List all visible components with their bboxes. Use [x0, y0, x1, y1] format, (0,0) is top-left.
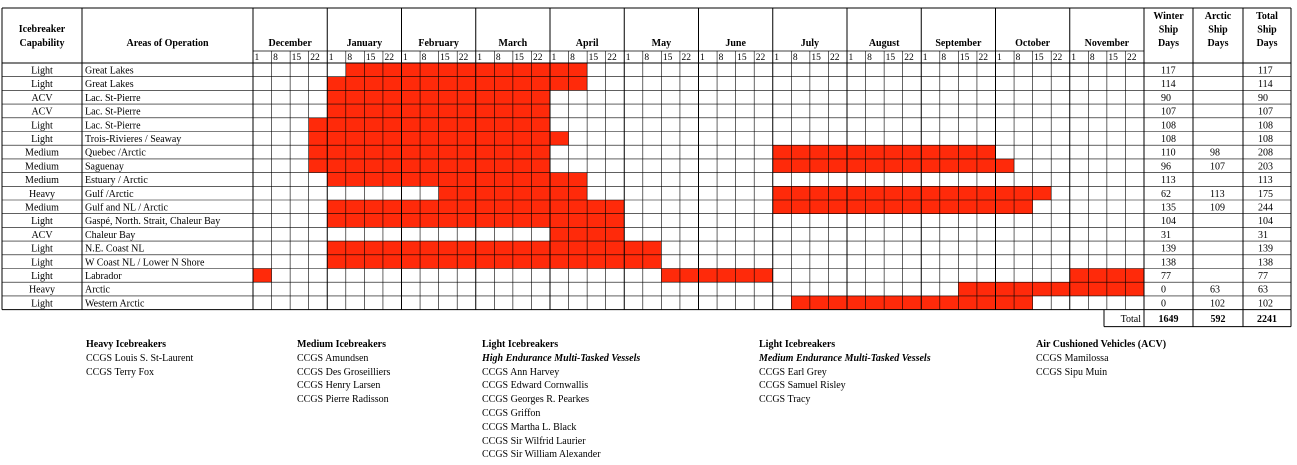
- month-label: November: [1084, 38, 1130, 49]
- header-winter-days: Ship: [1158, 24, 1179, 36]
- week-day-label: 15: [737, 53, 747, 63]
- total-arctic-days: 592: [1210, 314, 1226, 326]
- fleet-light-medium-list: [759, 338, 931, 407]
- row-area: Labrador: [85, 271, 122, 282]
- fleet-light-high-list: [482, 338, 640, 462]
- row-total-days: 244: [1258, 202, 1273, 214]
- week-day-label: 1: [403, 53, 408, 63]
- row-area: Saguenay: [85, 161, 124, 173]
- fleet-light-high-title: Light Icebreakers: [482, 339, 559, 350]
- week-day-label: 8: [644, 53, 650, 63]
- vessel-name: CCGS Terry Fox: [86, 366, 155, 378]
- week-day-label: 22: [1126, 53, 1137, 63]
- month-label: July: [800, 38, 820, 49]
- row-total-days: 63: [1258, 284, 1268, 296]
- schedule-bar: [309, 159, 550, 173]
- week-day-label: 1: [997, 53, 1002, 63]
- vessel-name: CCGS Mamilossa: [1036, 352, 1109, 364]
- row-area: Arctic: [85, 284, 110, 296]
- vessel-name: CCGS Louis S. St-Laurent: [86, 352, 194, 364]
- row-area: Lac. St-Pierre: [85, 120, 141, 132]
- row-arctic-days: 98: [1210, 147, 1220, 159]
- row-arctic-days: 63: [1210, 284, 1220, 296]
- row-winter-days: 90: [1161, 92, 1171, 104]
- week-day-label: 8: [792, 53, 798, 63]
- week-day-label: 15: [514, 53, 524, 63]
- row-arctic-days: 107: [1210, 161, 1225, 173]
- row-total-days: 90: [1258, 92, 1268, 104]
- fleet-heavy-list: [86, 338, 193, 379]
- row-total-days: 113: [1258, 175, 1273, 187]
- schedule-bar: [253, 269, 272, 283]
- month-label: January: [346, 38, 383, 49]
- week-day-label: 15: [662, 53, 673, 63]
- fleet-light-medium-title: Light Icebreakers: [759, 339, 836, 350]
- row-total-days: 108: [1258, 120, 1273, 132]
- row-capability: Medium: [25, 161, 59, 173]
- schedule-bar: [309, 145, 550, 159]
- row-winter-days: 108: [1161, 134, 1176, 145]
- week-day-label: 8: [941, 53, 947, 63]
- week-day-label: 22: [607, 53, 617, 63]
- row-total-days: 31: [1258, 229, 1268, 241]
- schedule-bar: [309, 118, 550, 132]
- row-capability: Light: [31, 257, 53, 269]
- row-area: Quebec /Arctic: [85, 147, 146, 159]
- week-day-label: 1: [551, 53, 557, 63]
- row-capability: Light: [31, 298, 53, 310]
- header-winter-days: Winter: [1153, 11, 1184, 22]
- row-capability: Light: [31, 120, 53, 132]
- row-area: Gulf and NL / Arctic: [85, 202, 168, 214]
- row-capability: Heavy: [28, 284, 56, 296]
- row-arctic-days: 109: [1210, 202, 1225, 214]
- row-total-days: 108: [1258, 134, 1273, 145]
- month-label: December: [268, 38, 312, 49]
- row-winter-days: 31: [1161, 229, 1171, 241]
- month-label: May: [651, 38, 672, 49]
- week-day-label: 22: [681, 53, 691, 63]
- fleet-acv-title: Air Cushioned Vehicles (ACV): [1036, 339, 1167, 350]
- row-area: Lac. St-Pierre: [85, 106, 141, 118]
- total-label: Total: [1120, 314, 1141, 326]
- month-label: June: [725, 38, 746, 49]
- vessel-name: CCGS Des Groseilliers: [297, 366, 391, 378]
- header-areas: Areas of Operation: [126, 38, 209, 49]
- week-day-label: 8: [1089, 53, 1095, 63]
- week-day-label: 1: [477, 53, 482, 63]
- row-total-days: 77: [1258, 271, 1268, 282]
- row-winter-days: 62: [1161, 188, 1171, 200]
- row-capability: Light: [31, 271, 53, 282]
- vessel-name: CCGS Pierre Radisson: [297, 394, 389, 406]
- week-day-label: 8: [421, 53, 427, 63]
- row-total-days: 175: [1258, 188, 1273, 200]
- schedule-bar: [773, 186, 1051, 200]
- vessel-name: CCGS Griffon: [482, 407, 541, 419]
- week-day-label: 22: [904, 53, 914, 63]
- week-day-label: 1: [625, 53, 631, 63]
- row-area: Trois-Rivieres / Seaway: [85, 134, 182, 145]
- week-day-label: 22: [384, 53, 394, 63]
- fleet-heavy-title: Heavy Icebreakers: [86, 339, 167, 350]
- row-total-days: 117: [1258, 65, 1273, 77]
- week-day-label: 8: [1015, 53, 1021, 63]
- vessel-name: CCGS Earl Grey: [759, 366, 827, 378]
- schedule-bar: [346, 63, 587, 77]
- week-day-label: 1: [1071, 53, 1076, 63]
- row-total-days: 102: [1258, 298, 1273, 310]
- week-day-label: 15: [291, 53, 302, 63]
- row-capability: Medium: [25, 202, 59, 214]
- vessel-name: CCGS Sir Wilfrid Laurier: [482, 435, 586, 447]
- row-capability: Light: [31, 65, 53, 77]
- month-label: March: [498, 38, 528, 49]
- row-capability: ACV: [31, 229, 53, 241]
- row-total-days: 107: [1258, 106, 1273, 118]
- vessel-name: CCGS Amundsen: [297, 352, 369, 364]
- header-arctic-days: Arctic: [1204, 11, 1232, 22]
- row-total-days: 114: [1258, 79, 1273, 91]
- week-day-label: 15: [1034, 53, 1044, 63]
- vessel-name: CCGS Sipu Muin: [1036, 366, 1108, 378]
- week-day-label: 15: [440, 53, 450, 63]
- vessel-name: CCGS Sir William Alexander: [482, 449, 601, 461]
- row-total-days: 104: [1258, 216, 1273, 228]
- row-capability: Heavy: [28, 188, 56, 200]
- row-total-days: 139: [1258, 243, 1273, 255]
- fleet-medium-list: [297, 338, 390, 407]
- row-winter-days: 96: [1161, 161, 1171, 173]
- vessel-name: CCGS Henry Larsen: [297, 380, 381, 392]
- schedule-bar: [773, 159, 1014, 173]
- week-day-label: 15: [1108, 53, 1118, 63]
- week-day-label: 22: [829, 53, 840, 63]
- fleet-medium-title: Medium Icebreakers: [297, 339, 386, 350]
- row-area: Chaleur Bay: [85, 229, 136, 241]
- month-label: October: [1015, 38, 1051, 49]
- row-capability: Light: [31, 243, 53, 255]
- row-arctic-days: 102: [1210, 298, 1225, 310]
- row-winter-days: 104: [1161, 216, 1176, 228]
- week-day-label: 22: [1052, 53, 1063, 63]
- row-winter-days: 110: [1161, 147, 1176, 159]
- header-total-days: Total: [1256, 11, 1278, 22]
- vessel-name: CCGS Ann Harvey: [482, 366, 560, 378]
- week-day-label: 22: [310, 53, 320, 63]
- vessel-name: CCGS Tracy: [759, 394, 811, 406]
- row-winter-days: 117: [1161, 65, 1176, 77]
- month-label: February: [418, 38, 459, 49]
- week-day-label: 22: [978, 53, 988, 63]
- week-day-label: 1: [328, 53, 334, 63]
- row-area: W Coast NL / Lower N Shore: [85, 257, 205, 269]
- month-label: April: [575, 38, 599, 49]
- week-day-label: 1: [774, 53, 779, 63]
- row-total-days: 138: [1258, 257, 1273, 269]
- row-area: Great Lakes: [85, 79, 134, 91]
- week-day-label: 15: [365, 53, 376, 63]
- row-winter-days: 139: [1161, 243, 1176, 255]
- row-area: Gaspé, North. Strait, Chaleur Bay: [85, 216, 221, 228]
- month-label: August: [868, 38, 900, 49]
- week-day-label: 8: [495, 53, 501, 63]
- total-winter-days: 1649: [1158, 314, 1179, 326]
- week-day-label: 15: [959, 53, 970, 63]
- fleet-light-medium-subtitle: Medium Endurance Multi-Tasked Vessels: [759, 352, 931, 364]
- week-day-label: 1: [848, 53, 854, 63]
- week-day-label: 15: [885, 53, 896, 63]
- row-area: Great Lakes: [85, 65, 134, 77]
- row-winter-days: 135: [1161, 202, 1176, 214]
- row-area: Estuary / Arctic: [85, 175, 148, 187]
- row-capability: Light: [31, 79, 53, 91]
- week-day-label: 22: [458, 53, 469, 63]
- row-arctic-days: 113: [1210, 188, 1225, 200]
- row-capability: ACV: [31, 92, 53, 104]
- row-winter-days: 0: [1161, 284, 1166, 296]
- header-total-days: Ship: [1257, 24, 1277, 36]
- week-day-label: 8: [867, 53, 872, 63]
- header-winter-days: Days: [1157, 38, 1180, 49]
- row-area: Western Arctic: [85, 298, 145, 310]
- header-capability: Icebreaker: [18, 24, 66, 35]
- week-day-label: 15: [811, 53, 821, 63]
- row-capability: Medium: [25, 147, 59, 159]
- schedule-bar: [791, 296, 1032, 310]
- row-winter-days: 77: [1161, 271, 1171, 282]
- row-capability: Light: [31, 216, 53, 228]
- row-capability: Light: [31, 134, 53, 145]
- row-winter-days: 138: [1161, 257, 1176, 269]
- row-winter-days: 108: [1161, 120, 1176, 132]
- row-area: Lac. St-Pierre: [85, 92, 141, 104]
- header-total-days: Days: [1256, 38, 1278, 49]
- week-day-label: 8: [718, 53, 724, 63]
- row-capability: Medium: [25, 175, 59, 187]
- vessel-name: CCGS Samuel Risley: [759, 380, 846, 392]
- header-arctic-days: Ship: [1208, 24, 1228, 36]
- row-capability: ACV: [31, 106, 53, 118]
- week-day-label: 8: [570, 53, 575, 63]
- row-winter-days: 114: [1161, 79, 1176, 91]
- week-day-label: 22: [755, 53, 766, 63]
- row-total-days: 203: [1258, 161, 1273, 173]
- month-label: September: [935, 38, 982, 49]
- vessel-name: CCGS Edward Cornwallis: [482, 380, 589, 392]
- row-total-days: 208: [1258, 147, 1273, 159]
- fleet-acv-list: [1036, 338, 1166, 379]
- total-ship-days: 2241: [1257, 314, 1277, 326]
- week-day-label: 1: [922, 53, 928, 63]
- week-day-label: 1: [254, 53, 260, 63]
- row-area: Gulf /Arctic: [85, 188, 134, 200]
- week-day-label: 1: [700, 53, 705, 63]
- vessel-name: CCGS Georges R. Pearkes: [482, 394, 590, 406]
- week-day-label: 22: [532, 53, 543, 63]
- week-day-label: 15: [588, 53, 599, 63]
- row-winter-days: 107: [1161, 106, 1176, 118]
- header-capability: Capability: [19, 38, 65, 49]
- row-winter-days: 113: [1161, 175, 1176, 187]
- header-arctic-days: Days: [1207, 38, 1229, 49]
- week-day-label: 8: [347, 53, 353, 63]
- week-day-label: 8: [273, 53, 278, 63]
- row-area: N.E. Coast NL: [85, 243, 145, 255]
- fleet-light-high-subtitle: High Endurance Multi-Tasked Vessels: [482, 352, 641, 364]
- vessel-name: CCGS Martha L. Black: [482, 421, 577, 433]
- row-winter-days: 0: [1161, 298, 1166, 310]
